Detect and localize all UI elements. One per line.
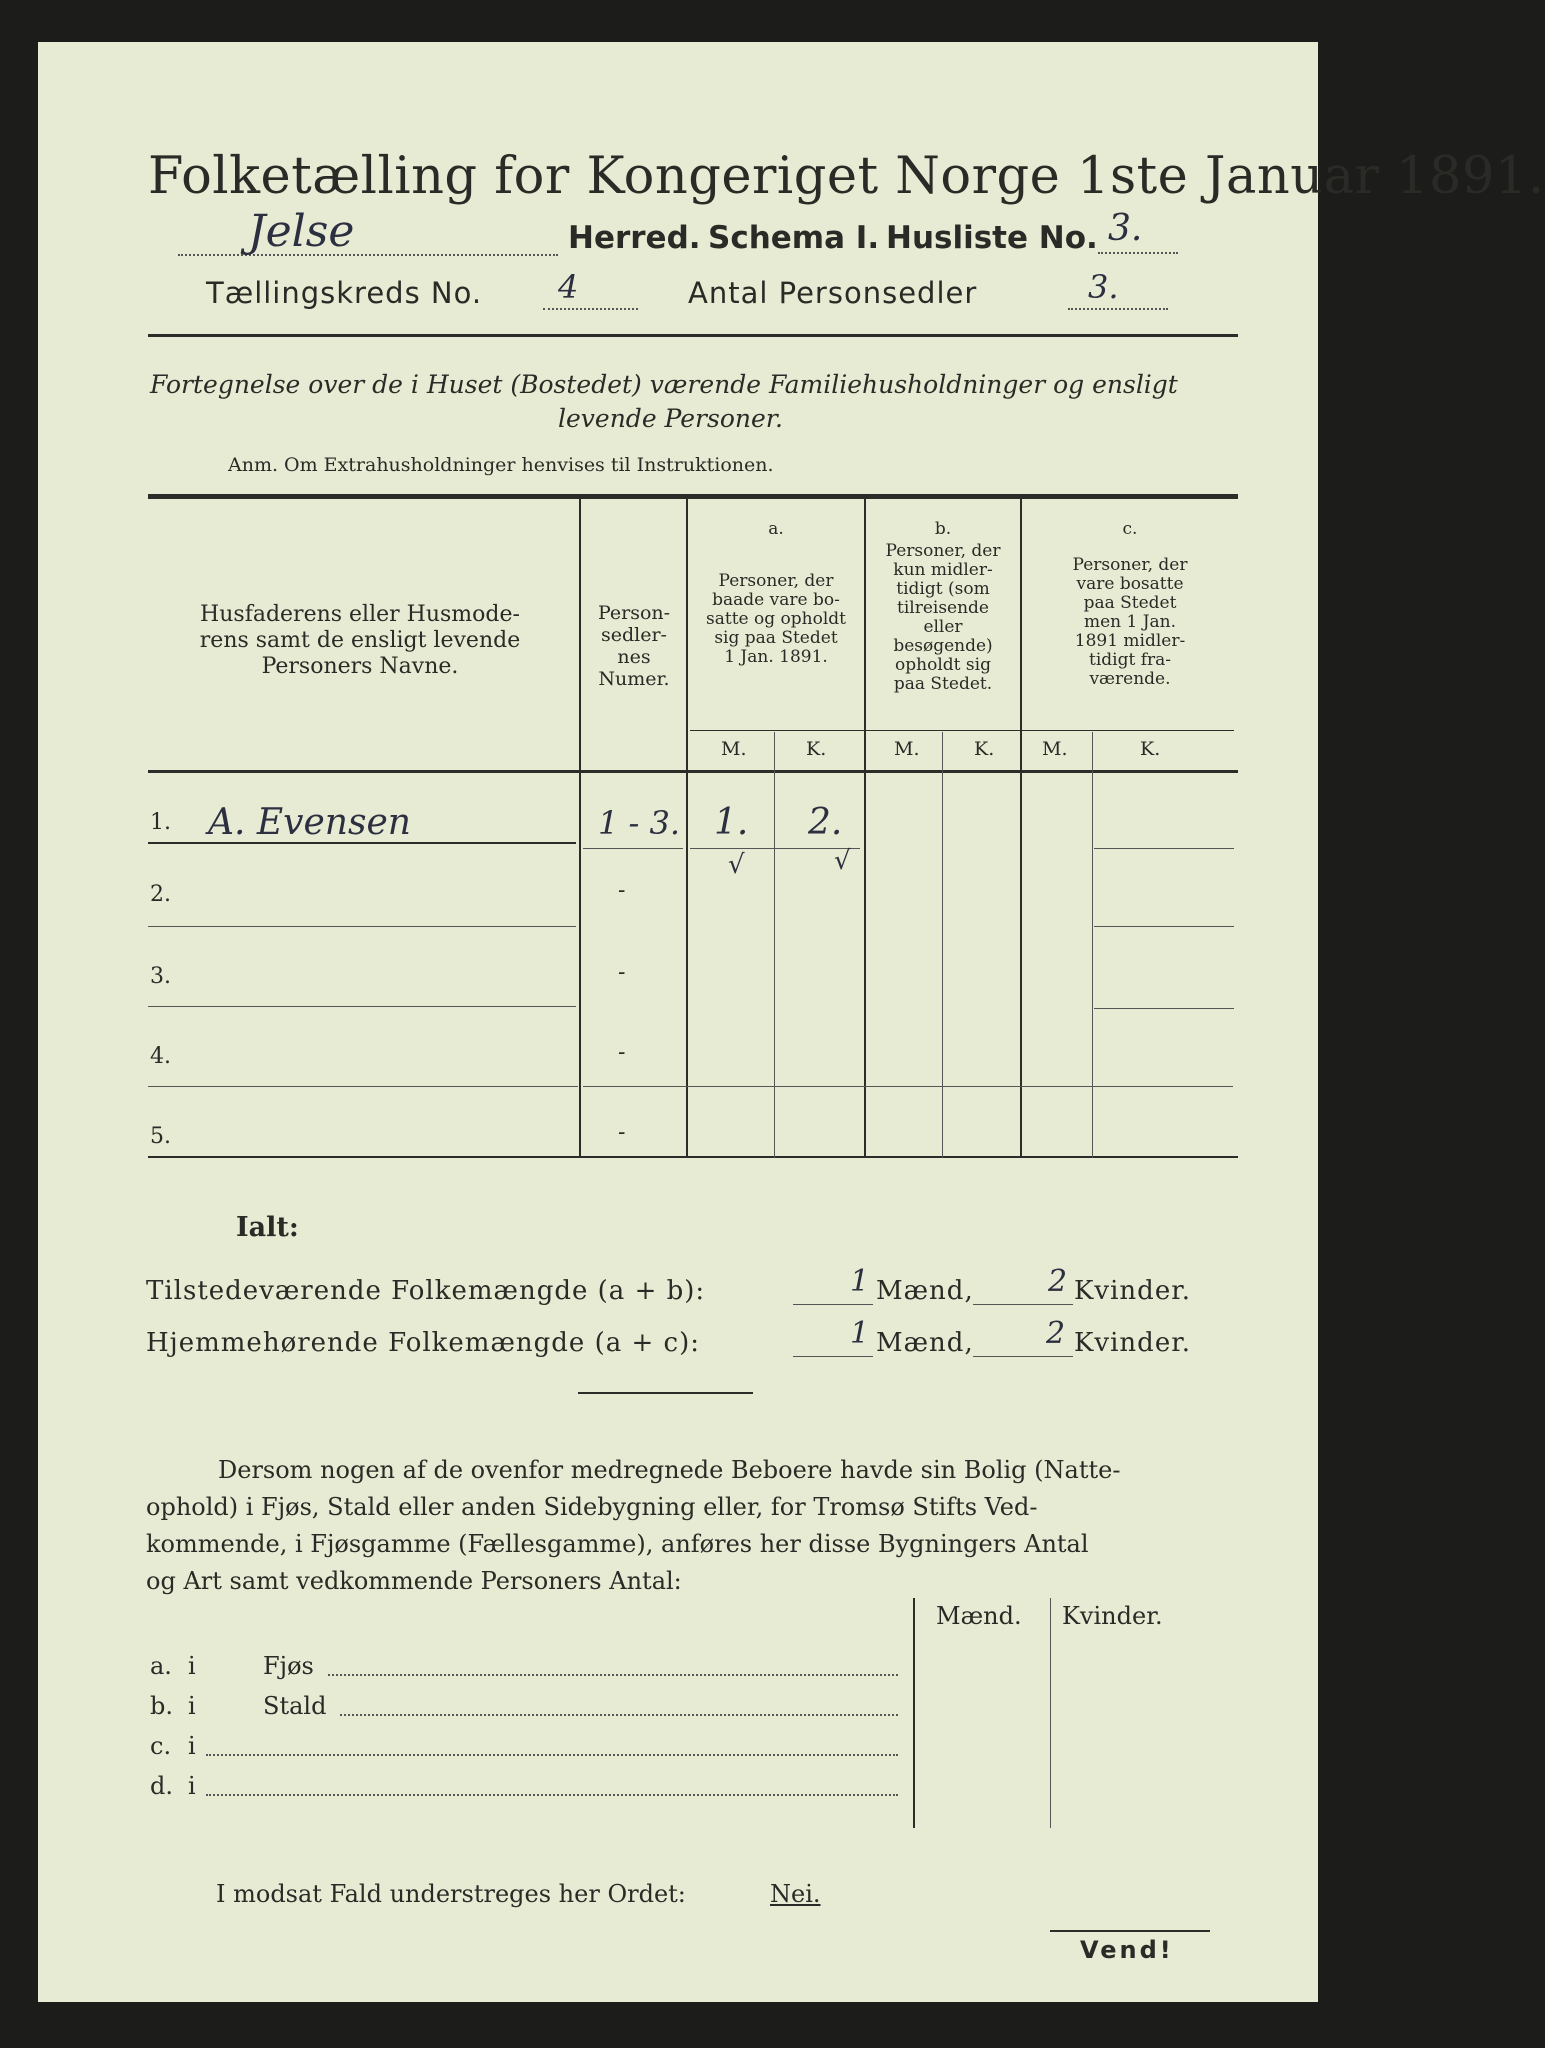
- row-2-number: 2.: [150, 882, 171, 907]
- building-a-i: i: [188, 1652, 196, 1680]
- intro-line-1: Fortegnelse over de i Huset (Bostedet) værende Familiehusholdninger og ensligt: [150, 370, 1178, 399]
- a-m-label: M.: [721, 738, 747, 760]
- building-a-label: Fjøs: [263, 1652, 314, 1680]
- row-3-rule: [148, 1006, 576, 1007]
- col-divider-c: [1092, 732, 1093, 1158]
- row-1-a-m: 1.: [714, 802, 749, 843]
- b-m-label: M.: [894, 738, 920, 760]
- total-line-1-maend: Mænd,: [876, 1276, 974, 1306]
- table-header-rule: [148, 770, 1238, 773]
- building-b-i: i: [188, 1692, 196, 1720]
- building-d-letter: d.: [150, 1772, 173, 1800]
- vend-label: Vend!: [1080, 1936, 1174, 1964]
- building-b-dots: [340, 1714, 898, 1716]
- total-line-1-k-line: [973, 1304, 1073, 1305]
- row-4-num: -: [618, 1040, 626, 1065]
- col-c-header: Personer, der vare bosatte paa Stedet men 1 Jan. 1891 midler- tidigt fra- værende.: [1072, 555, 1188, 689]
- buildings-divider-2: [1050, 1598, 1051, 1828]
- total-line-2-kvinder: Kvinder.: [1074, 1328, 1192, 1358]
- census-form-sheet: [38, 42, 1545, 2002]
- building-a-dots: [328, 1674, 898, 1676]
- building-d-i: i: [188, 1772, 196, 1800]
- kreds-dotted-line: [543, 308, 638, 310]
- total-line-2-m: 1: [850, 1316, 870, 1351]
- total-line-1-kvinder: Kvinder.: [1074, 1276, 1192, 1306]
- kreds-value: 4: [558, 268, 579, 306]
- building-c-i: i: [188, 1732, 196, 1760]
- section-divider: [578, 1392, 753, 1394]
- vend-rule: [1050, 1930, 1210, 1932]
- col-divider-2: [686, 498, 688, 1158]
- row-4-number: 4.: [150, 1044, 171, 1069]
- table-top-rule: [148, 494, 1238, 499]
- schema-label: Schema I.: [708, 220, 880, 256]
- kreds-label: Tællingskreds No.: [206, 276, 483, 310]
- c-k-label: K.: [1140, 738, 1161, 760]
- building-c-letter: c.: [150, 1732, 172, 1760]
- buildings-col-maend: Mænd.: [936, 1602, 1022, 1630]
- total-line-1-m-line: [793, 1304, 873, 1305]
- total-line-2-m-line: [793, 1356, 873, 1357]
- total-line-1-m: 1: [850, 1264, 870, 1299]
- row-1-check-m: √: [728, 850, 745, 880]
- antal-value: 3.: [1088, 268, 1119, 306]
- row-1-rule-c: [1094, 848, 1234, 849]
- col-divider-3: [864, 498, 866, 1158]
- husliste-label: Husliste No.: [886, 220, 1098, 256]
- para-line-1: Dersom nogen af de ovenfor medregnede Beboere havde sin Bolig (Natte-: [218, 1456, 1121, 1484]
- building-a-letter: a.: [150, 1652, 172, 1680]
- ialt-label: Ialt:: [236, 1212, 299, 1243]
- b-k-label: K.: [974, 738, 995, 760]
- row-3-number: 3.: [150, 964, 171, 989]
- col-divider-4: [1020, 498, 1022, 1158]
- footer-nei: Nei.: [770, 1880, 821, 1908]
- col-a-header: Personer, der baade vare bo- satte og opholdt sig paa Stedet 1 Jan. 1891.: [706, 571, 846, 667]
- col-b-letter: b.: [934, 519, 952, 539]
- building-d-dots: [206, 1794, 898, 1796]
- row-2-rule-c: [1094, 926, 1234, 927]
- row-5-number: 5.: [150, 1124, 171, 1149]
- col-divider-a: [774, 732, 775, 1158]
- antal-label: Antal Personsedler: [688, 276, 978, 310]
- row-1-num: 1 - 3.: [598, 804, 681, 842]
- total-line-1-k: 2: [1048, 1264, 1068, 1299]
- total-line-2-k-line: [973, 1356, 1073, 1357]
- total-line-2-k: 2: [1046, 1316, 1066, 1351]
- antal-dotted-line: [1068, 308, 1168, 310]
- form-title: Folketælling for Kongeriget Norge 1ste Januar 1891.: [148, 147, 1545, 206]
- row-1-a-k: 2.: [808, 802, 843, 843]
- a-k-label: K.: [806, 738, 827, 760]
- row-4-rule-right: [583, 1086, 1233, 1087]
- row-4-rule: [148, 1086, 578, 1087]
- row-3-rule-c: [1094, 1008, 1234, 1009]
- herred-value: Jelse: [248, 206, 355, 257]
- para-line-3: kommende, i Fjøsgamme (Fællesgamme), anføres her disse Bygningers Antal: [146, 1530, 1089, 1558]
- col-a-letter: a.: [768, 519, 784, 539]
- col-divider-b: [942, 732, 943, 1158]
- row-1-check-k: √: [834, 846, 851, 876]
- table-bottom-rule: [148, 1156, 1238, 1158]
- intro-line-2: levende Personer.: [558, 404, 783, 433]
- buildings-col-kvinder: Kvinder.: [1062, 1602, 1163, 1630]
- mk-rule: [690, 730, 1234, 731]
- col-b-header: Personer, der kun midler- tidigt (som tilreisende eller besøgende) opholdt sig paa Stedet.: [885, 541, 1001, 694]
- col-names-header: Husfaderens eller Husmode- rens samt de ensligt levende Personers Navne.: [199, 602, 521, 679]
- header-rule: [148, 334, 1238, 337]
- total-line-2-label: Hjemmehørende Folkemængde (a + c):: [146, 1328, 700, 1358]
- buildings-divider-1: [913, 1598, 915, 1828]
- herred-label: Herred.: [568, 220, 701, 256]
- herred-dotted-line: [178, 254, 558, 256]
- building-c-dots: [206, 1754, 898, 1756]
- building-b-label: Stald: [263, 1692, 327, 1720]
- row-2-rule: [148, 926, 576, 927]
- row-1-rule-num: [583, 848, 683, 849]
- row-3-num: -: [618, 960, 626, 985]
- building-b-letter: b.: [150, 1692, 173, 1720]
- husliste-value: 3.: [1108, 208, 1143, 249]
- row-1-name: A. Evensen: [208, 802, 411, 843]
- col-num-header: Person- sedler- nes Numer.: [597, 602, 671, 690]
- para-line-2: ophold) i Fjøs, Stald eller anden Sidebygning eller, for Tromsø Stifts Ved-: [146, 1493, 1038, 1521]
- total-line-2-maend: Mænd,: [876, 1328, 974, 1358]
- c-m-label: M.: [1042, 738, 1068, 760]
- total-line-1-label: Tilstedeværende Folkemængde (a + b):: [146, 1276, 706, 1306]
- col-c-letter: c.: [1122, 519, 1138, 539]
- col-divider-1: [579, 498, 581, 1158]
- footer-text: I modsat Fald understreges her Ordet:: [216, 1880, 686, 1908]
- husliste-dotted-line: [1098, 252, 1178, 254]
- row-1-number: 1.: [150, 810, 171, 835]
- row-5-num: -: [618, 1120, 626, 1145]
- anm-note: Anm. Om Extrahusholdninger henvises til Instruktionen.: [228, 454, 774, 476]
- row-2-num: -: [618, 878, 626, 903]
- para-line-4: og Art samt vedkommende Personers Antal:: [146, 1567, 682, 1595]
